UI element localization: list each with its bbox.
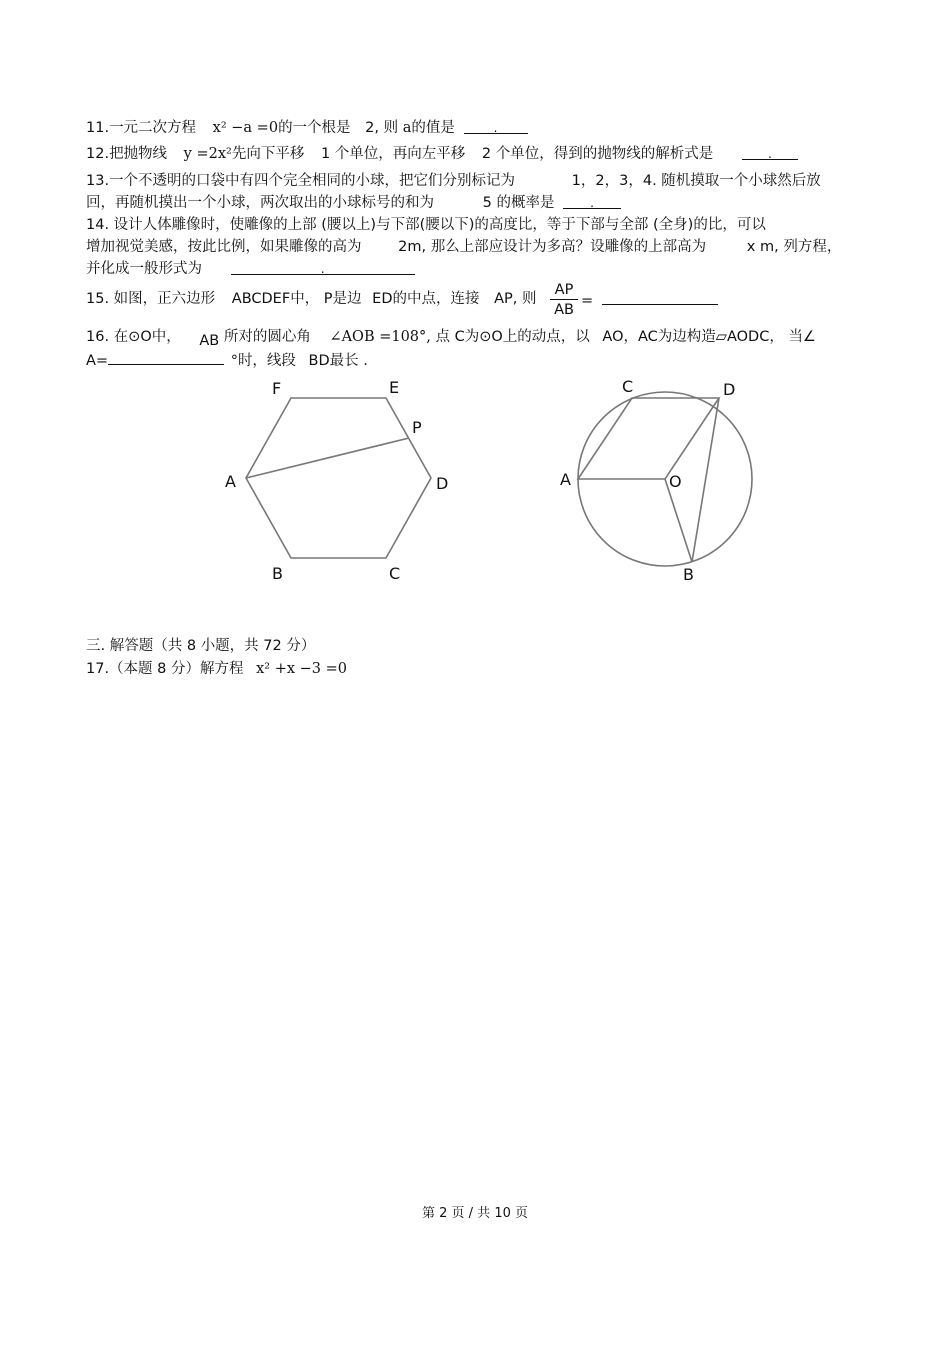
q12-parabola: y =2x² xyxy=(183,146,232,162)
question-11: 11.一元二次方程 x² −a =0的一个根是 2, 则 a的值是 . xyxy=(86,119,528,137)
parallelogram-aodc xyxy=(578,398,719,479)
q15-fraction: $\frac{AP}{AB}$ xyxy=(550,282,578,318)
circle-figure xyxy=(578,392,752,566)
q11-answer-blank[interactable]: . xyxy=(464,119,528,134)
hexagon-figure xyxy=(246,398,431,558)
label-F: F xyxy=(272,379,282,398)
segment-ob xyxy=(665,479,692,562)
label-B: B xyxy=(272,564,283,583)
q17-equation: x² +x −3 =0 xyxy=(256,661,348,677)
section-3-heading: 三. 解答题（共 8 小题，共 72 分） xyxy=(86,638,316,654)
question-17: 17.（本题 8 分）解方程 x² +x −3 =0 xyxy=(86,661,348,677)
q11-equation: x² −a =0 xyxy=(212,120,279,136)
segment-bd xyxy=(692,398,719,562)
page-footer: 第 2 页 / 共 10 页 xyxy=(422,1206,528,1221)
question-16-line-2: A= °时，线段 BD最长 . xyxy=(86,350,368,370)
question-16-line-1: 16. 在⊙O中， AB 所对的圆心角 ∠AOB =108°, 点 C为⊙O上的动点，以 AO，AC为边构造▱AODC， 当∠ xyxy=(86,329,816,349)
label-A2: A xyxy=(560,470,571,489)
question-14-line-3: 并化成一般形式为 . xyxy=(86,260,415,278)
question-14-line-2: 增加视觉美感，按此比例，如果雕像的高为 2m, 那么上部应设计为多高？设雕像的上部高为 x m, 列方程， xyxy=(86,239,842,255)
question-13-line-1: 13.一个不透明的口袋中有四个完全相同的小球，把它们分别标记为 1，2，3，4. 随机摸取一个小球然后放 xyxy=(86,173,821,189)
q14-answer-blank[interactable]: . xyxy=(231,260,415,275)
question-12: 12.把抛物线 y =2x²先向下平移 1 个单位，再向左平移 2 个单位，得到的抛物线的解析式是 . xyxy=(86,145,798,163)
question-15: 15. 如图，正六边形 ABCDEF中， P是边 ED的中点，连接 AP, 则 xyxy=(86,291,537,307)
label-A: A xyxy=(225,472,236,491)
label-O: O xyxy=(669,472,682,491)
question-14-line-1: 14. 设计人体雕像时，使雕像的上部 (腰以上)与下部(腰以下)的高度比，等于下部与全部 (全身)的比，可以 xyxy=(86,217,766,233)
label-C2: C xyxy=(622,377,634,396)
question-13-line-2: 回，再随机摸出一个小球，两次取出的小球标号的和为 5 的概率是 . xyxy=(86,194,621,212)
hexagon-abcdef xyxy=(246,398,431,558)
label-D2: D xyxy=(723,380,736,399)
label-D: D xyxy=(436,474,449,493)
arc-ab: AB xyxy=(199,333,220,349)
label-P: P xyxy=(412,418,422,437)
q15-equals: = xyxy=(581,290,718,310)
q12-answer-blank[interactable]: . xyxy=(742,145,798,160)
geometry-figures xyxy=(0,0,950,600)
q13-answer-blank[interactable]: . xyxy=(563,194,621,209)
label-B2: B xyxy=(683,565,694,584)
label-E: E xyxy=(389,378,400,397)
label-C: C xyxy=(389,564,401,583)
segment-ap xyxy=(246,438,409,478)
